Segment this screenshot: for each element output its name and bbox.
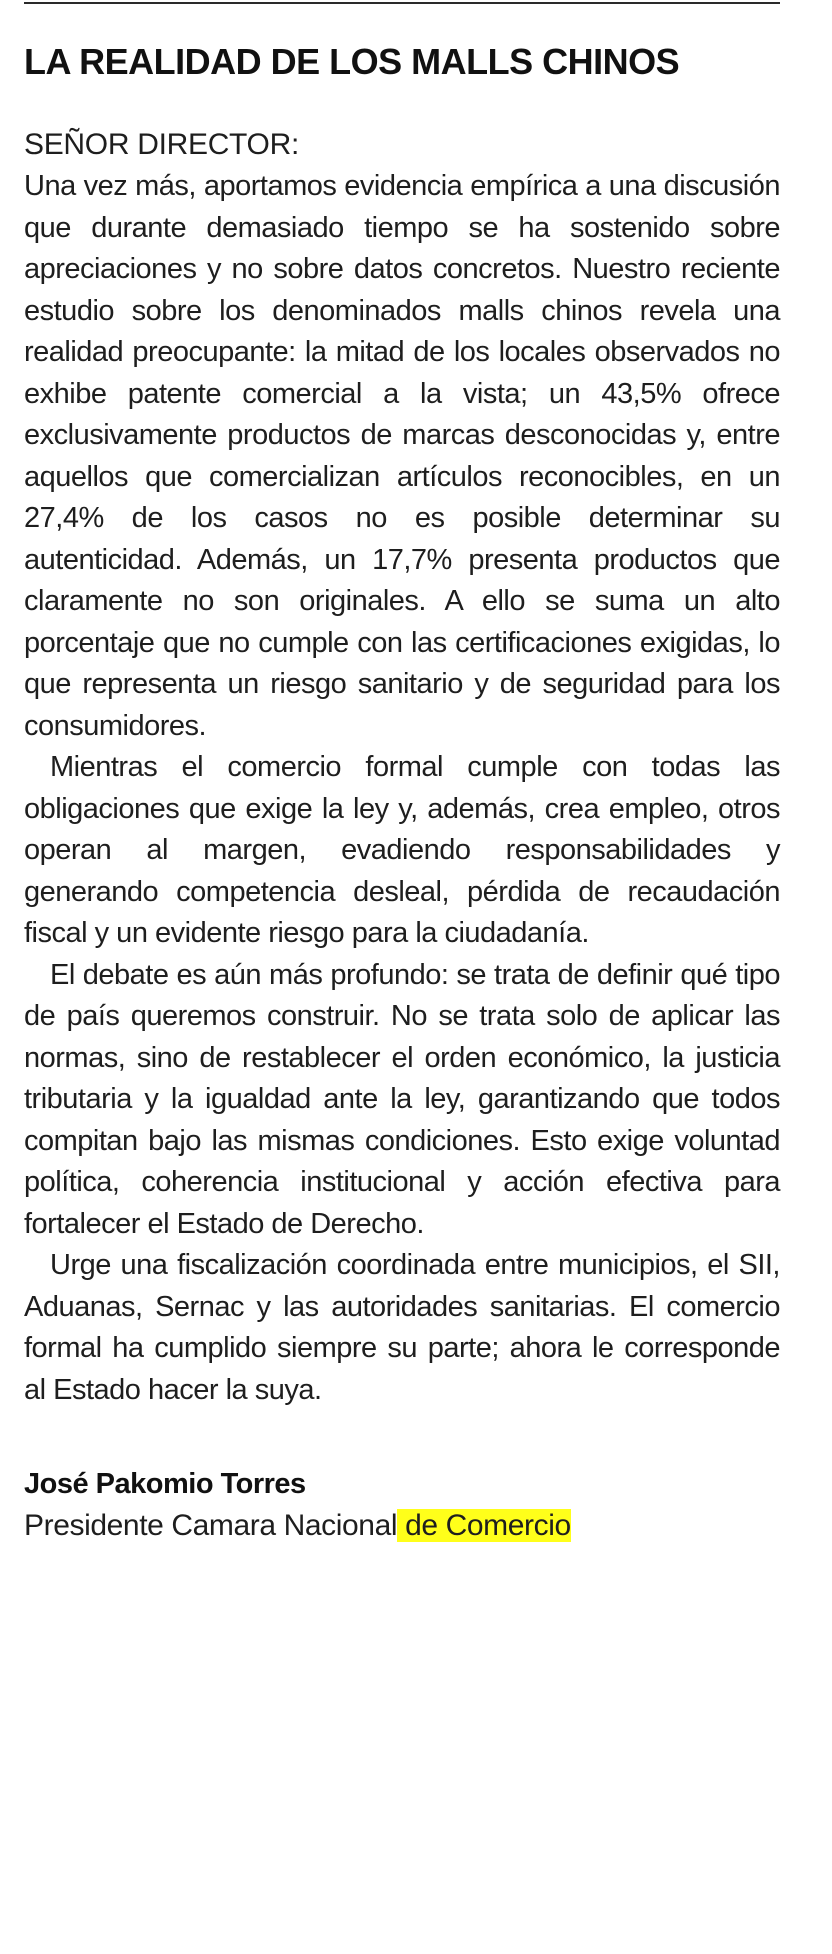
- letter-headline: LA REALIDAD DE LOS MALLS CHINOS: [24, 41, 680, 82]
- highlighted-text: de Comercio: [397, 1509, 571, 1542]
- letter-to-editor: [24, 0, 780, 1547]
- signature-block: [24, 1463, 780, 1547]
- body-paragraph-1: Una vez más, aportamos evidencia empírica a una discusión que durante demasiado tiempo se ha sostenido sobre apreciaciones y no sobre datos concretos. Nuestro reciente estudio sobre los denominados malls chinos revela una realidad preocupante: la mitad de los locales observados no exhibe patente comercial a la vista; un 43,5% ofrece exclusivamente productos de marcas desconocidas y, entre aquellos que comercializan artículos reconocibles, en un 27,4% de los casos no es posible determinar su autenticidad. Además, un 17,7% presenta productos que claramente no son originales. A ello se suma un alto porcentaje que no cumple con las certificaciones exigidas, lo que representa un riesgo sanitario y de seguridad para los consumidores.: [24, 170, 780, 742]
- author-position-text: Presidente Camara Nacional: [24, 1509, 398, 1542]
- author-name: José Pakomio Torres: [24, 1468, 306, 1500]
- body-paragraph-2: Mientras el comercio formal cumple con todas las obligaciones que exige la ley y, además, crea empleo, otros operan al margen, evadiendo responsabilidades y generando competencia desleal, pérdida de recaudación fiscal y un evidente riesgo para la ciudadanía.: [24, 751, 780, 949]
- author-position: [24, 1505, 780, 1547]
- salutation: SEÑOR DIRECTOR:: [24, 128, 299, 161]
- body-paragraph-4: Urge una fiscalización coordinada entre municipios, el SII, Aduanas, Sernac y las autoridades sanitarias. El comercio formal ha cumplido siempre su parte; ahora le corresponde al Estado hacer la suya.: [24, 1249, 780, 1406]
- body-paragraph-3: El debate es aún más profundo: se trata de definir qué tipo de país queremos construir. No se trata solo de aplicar las normas, sino de restablecer el orden económico, la justicia tributaria y la igualdad ante la ley, garantizando que todos compitan bajo las mismas condiciones. Esto exige voluntad política, coherencia institucional y acción efectiva para fortalecer el Estado de Derecho.: [24, 958, 780, 1240]
- top-divider: [24, 2, 780, 4]
